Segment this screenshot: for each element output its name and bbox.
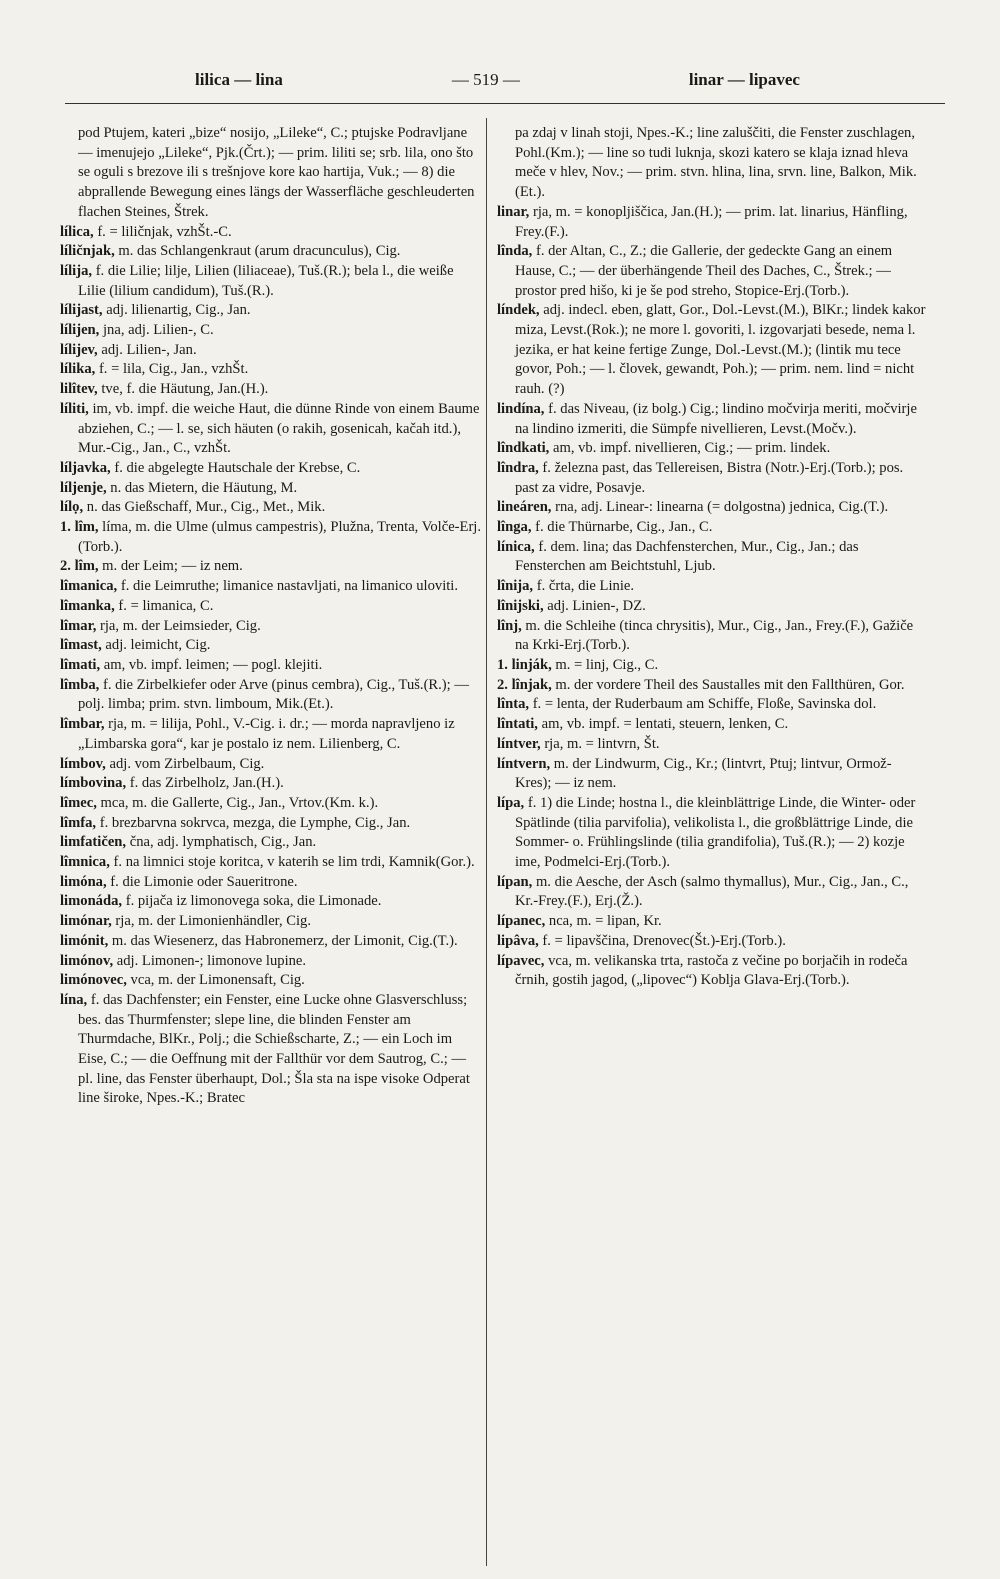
dictionary-entry xyxy=(497,676,927,696)
entry-text: adj. leimicht, Cig. xyxy=(105,637,211,654)
dictionary-entry xyxy=(60,557,484,577)
entry-headword: lípanec, xyxy=(497,913,546,930)
entry-text: f. železna past, das Tellereisen, Bistra (Notr.)-Erj.(Torb.); pos. past za vidre, Posavje. xyxy=(515,459,904,496)
entry-headword: lîmanka, xyxy=(60,597,115,614)
entry-text: f. pijača iz limonovega soka, die Limonade. xyxy=(125,893,382,910)
entry-text: rja, m. der Limonienhändler, Cig. xyxy=(115,913,311,930)
dictionary-entry xyxy=(497,203,927,242)
dictionary-entry xyxy=(60,676,484,715)
dictionary-entry xyxy=(60,360,484,380)
dictionary-entry xyxy=(60,774,484,794)
dictionary-entry xyxy=(497,577,927,597)
entry-headword: lílọ, xyxy=(60,499,84,516)
dictionary-entry xyxy=(497,755,927,794)
entry-headword: lílija, xyxy=(60,262,93,279)
entry-text: f. = lenta, der Ruderbaum am Schiffe, Floße, Savinska dol. xyxy=(532,696,877,713)
entry-headword: limonáda, xyxy=(60,893,123,910)
entry-text: f. die Limonie oder Saueritrone. xyxy=(110,873,298,890)
entry-headword: lindína, xyxy=(497,400,545,417)
entry-text: n. das Gießschaff, Mur., Cig., Met., Mik. xyxy=(86,499,326,516)
entry-headword: líličnjak, xyxy=(60,243,115,260)
entry-headword: lîmar, xyxy=(60,617,97,634)
dictionary-entry xyxy=(60,301,484,321)
dictionary-entry xyxy=(497,400,927,439)
dictionary-entry xyxy=(497,794,927,873)
entry-headword: lílica, xyxy=(60,223,94,240)
entry-text: rja, m. = lintvrn, Št. xyxy=(544,735,660,752)
entry-text: m. das Schlangenkraut (arum dracunculus), Cig. xyxy=(118,243,401,260)
entry-headword: lîmbar, xyxy=(60,716,105,733)
dictionary-entry xyxy=(60,518,484,557)
entry-headword: lîmanica, xyxy=(60,578,118,595)
dictionary-entry xyxy=(60,380,484,400)
entry-text: f. die Thürnarbe, Cig., Jan., C. xyxy=(535,519,713,536)
entry-headword: linar, xyxy=(497,203,530,220)
entry-text: f. die Zirbelkiefer oder Arve (pinus cembra), Cig., Tuš.(R.); — polj. limba; prim. stvn. limboum, Mik.(Et.). xyxy=(78,676,469,713)
entry-headword: límbov, xyxy=(60,755,106,772)
entry-text: f. das Niveau, (iz bolg.) Cig.; lindino močvirja meriti, močvirje na lindino izmeriti, die Sümpfe nivellieren, Levst.(Močv.). xyxy=(515,400,917,437)
entry-headword: lînj, xyxy=(497,617,522,634)
entry-headword: limfatičen, xyxy=(60,834,127,851)
entry-text: f. = lila, Cig., Jan., vzhŠt. xyxy=(98,361,249,378)
dictionary-entry xyxy=(497,538,927,577)
dictionary-entry xyxy=(60,991,484,1109)
dictionary-entry xyxy=(60,479,484,499)
dictionary-entry xyxy=(60,223,484,243)
dictionary-entry xyxy=(60,498,484,518)
entry-text: f. die abgelegte Hautschale der Krebse, C. xyxy=(114,459,361,476)
entry-text: f. dem. lina; das Dachfensterchen, Mur., Cig., Jan.; das Fensterchen am Beichtstuhl, Ljub. xyxy=(515,538,859,575)
dictionary-entry xyxy=(60,873,484,893)
dictionary-entry xyxy=(60,912,484,932)
entry-headword: lína, xyxy=(60,991,88,1008)
entry-text: vca, m. velikanska trta, rastoča z večine po borjačih in rodeča črnih, gostih jagod, („lipovec“) Koblja Glava-Erj.(Torb.). xyxy=(515,952,908,989)
entry-headword: líljenje, xyxy=(60,479,107,496)
entry-text: am, vb. impf. = lentati, steuern, lenken, C. xyxy=(541,716,789,733)
entry-headword: lílijast, xyxy=(60,302,103,319)
entry-headword: lînijski, xyxy=(497,597,544,614)
entry-text: f. die Leimruthe; limanice nastavljati, na limanico uloviti. xyxy=(120,578,459,595)
entry-text: f. der Altan, C., Z.; die Gallerie, der gedeckte Gang an einem Hause, C.; — der überhängende Theil des Daches, C., Štrek.; — prostor pred hišo, ki je še pod streho, Stopice-Erj.(Torb.). xyxy=(515,243,893,299)
dictionary-entry xyxy=(497,518,927,538)
entry-headword: lílika, xyxy=(60,361,96,378)
entry-headword: lílijev, xyxy=(60,341,98,358)
dictionary-entry xyxy=(60,242,484,262)
dictionary-entry xyxy=(497,873,927,912)
entry-text: mca, m. die Gallerte, Cig., Jan., Vrtov.(Km. k.). xyxy=(100,794,379,811)
entry-text: am, vb. impf. nivellieren, Cig.; — prim. lindek. xyxy=(552,440,831,457)
entry-headword: limónovec, xyxy=(60,972,127,989)
entry-text: rna, adj. Linear-: linearna (= dolgostna) jednica, Cig.(T.). xyxy=(555,499,889,516)
entry-text: m. = linj, Cig., C. xyxy=(555,656,659,673)
entry-headword: lîmati, xyxy=(60,656,101,673)
entry-text: tve, f. die Häutung, Jan.(H.). xyxy=(101,381,269,398)
column-divider xyxy=(486,118,487,1566)
entry-text: m. die Schleihe (tinca chrysitis), Mur., Cig., Jan., Frey.(F.), Gažiče na Krki-Erj.(Torb.). xyxy=(515,617,914,654)
entry-text: líma, m. die Ulme (ulmus campestris), Plužna, Trenta, Volče-Erj.(Torb.). xyxy=(78,519,482,555)
dictionary-entry xyxy=(60,636,484,656)
entry-headword: lineáren, xyxy=(497,499,552,516)
entry-headword: 2. lînjak, xyxy=(497,676,552,693)
right-column xyxy=(497,124,927,991)
entry-headword: límbovina, xyxy=(60,775,127,792)
dictionary-entry xyxy=(60,715,484,754)
entry-headword: lîndra, xyxy=(497,459,539,476)
entry-text: im, vb. impf. die weiche Haut, die dünne Rinde von einem Baume abziehen, C.; — l. se, sich häuten (o rakih, gosenicah, kačah itd.), Mur.-Cig., Jan., C., vzhŠt. xyxy=(78,400,480,457)
entry-text: f. = lipavščina, Drenovec(Št.)-Erj.(Torb.). xyxy=(542,932,786,949)
entry-headword: lîmfa, xyxy=(60,814,97,831)
dictionary-entry xyxy=(60,755,484,775)
entry-text: nca, m. = lipan, Kr. xyxy=(548,913,662,930)
entry-text: adj. indecl. eben, glatt, Gor., Dol.-Levst.(M.), BlKr.; lindek kakor miza, Levst.(Rok.); ne more l. govoriti, l. izgovarjati besede, nema l. jezika, er hat keine fertige Zunge, Dol.-Levst.(M.); (lintik mu tece govor, Poh.; — l. človek, gewandt, Poh.); — prim. nem. lind = nicht rauh. (?) xyxy=(515,302,926,398)
entry-headword: lípan, xyxy=(497,873,533,890)
entry-text: m. das Wiesenerz, das Habronemerz, der Limonit, Cig.(T.). xyxy=(111,932,458,949)
left-column xyxy=(60,124,484,1109)
entry-headword: líliti, xyxy=(60,400,89,417)
entry-text: m. der Leim; — iz nem. xyxy=(102,558,243,575)
entry-text: adj. lilienartig, Cig., Jan. xyxy=(106,302,251,319)
entry-headword: líntvern, xyxy=(497,755,551,772)
dictionary-entry xyxy=(497,124,927,203)
dictionary-entry xyxy=(60,952,484,972)
entry-headword: limónov, xyxy=(60,952,114,969)
dictionary-entry xyxy=(497,932,927,952)
entry-text: f. = liličnjak, vzhŠt.-C. xyxy=(97,223,232,240)
dictionary-entry xyxy=(497,459,927,498)
entry-headword: 1. linják, xyxy=(497,656,552,673)
entry-headword: lípavec, xyxy=(497,952,545,969)
dictionary-entry xyxy=(60,597,484,617)
entry-text: adj. vom Zirbelbaum, Cig. xyxy=(109,755,265,772)
entry-headword: lîmba, xyxy=(60,676,100,693)
entry-headword: limóna, xyxy=(60,873,107,890)
dictionary-entry xyxy=(60,124,484,223)
entry-headword: lilîtev, xyxy=(60,381,98,398)
entry-headword: lípa, xyxy=(497,794,525,811)
entry-text: rja, m. = konopljiščica, Jan.(H.); — prim. lat. linarius, Hänfling, Frey.(F.). xyxy=(515,203,908,240)
dictionary-entry xyxy=(60,971,484,991)
dictionary-entry xyxy=(60,892,484,912)
dictionary-entry xyxy=(60,617,484,637)
entry-text: f. na limnici stoje koritca, v katerih se lim trdi, Kamnik(Gor.). xyxy=(113,854,475,871)
entry-text: am, vb. impf. leimen; — pogl. klejiti. xyxy=(103,656,323,673)
entry-text: f. die Lilie; lilje, Lilien (liliaceae), Tuš.(R.); bela l., die weiße Lilie (lilium candidum), Tuš.(R.). xyxy=(78,262,454,299)
entry-text: rja, m. = lilija, Pohl., V.-Cig. i. dr.; — morda napravljeno iz „Limbarska gora“, kar je postalo iz nem. Lilienberg, C. xyxy=(78,716,455,752)
entry-headword: lîndkati, xyxy=(497,440,550,457)
page-number: — 519 — xyxy=(451,70,520,89)
dictionary-entry xyxy=(60,577,484,597)
entry-text: jna, adj. Lilien-, C. xyxy=(102,322,214,339)
entry-text: m. der Lindwurm, Cig., Kr.; (lintvrt, Ptuj; lintvur, Ormož-Kres); — iz nem. xyxy=(515,755,892,792)
entry-text: f. das Zirbelholz, Jan.(H.). xyxy=(129,775,284,792)
dictionary-entry xyxy=(60,814,484,834)
entry-headword: limónar, xyxy=(60,913,112,930)
dictionary-entry xyxy=(60,833,484,853)
entry-text: f. brezbarvna sokrvca, mezga, die Lymphe, Cig., Jan. xyxy=(99,814,411,831)
entry-text: adj. Limonen-; limonove lupine. xyxy=(116,952,307,969)
entry-text: pod Ptujem, kateri „bize“ nosijo, „Lileke“, C.; ptujske Podravljane — imenujejo „Lileke“, Pjk.(Črt.); — prim. liliti se; srb. lila, ono što se oguli s brezove ili s trešnjove kore kao hartija, Vuk.; — 8) die abprallende Bewegung eines längs der Wasserfläche geschleuderten flachen Steines, Štrek. xyxy=(78,125,475,220)
entry-text: rja, m. der Leimsieder, Cig. xyxy=(100,617,261,634)
dictionary-entry xyxy=(497,301,927,400)
entry-text: f. = limanica, C. xyxy=(118,597,214,614)
dictionary-entry xyxy=(60,400,484,459)
entry-text: f. 1) die Linde; hostna l., die kleinblättrige Linde, die Winter- oder Spätlinde (tilia parvifolia), velikolista l., die großblättrige Linde, die Sommer- o. Frühlingslinde (tilia grandifolia), Tuš.(R.); — 2) kozje ime, Podmelci-Erj.(Torb.). xyxy=(515,794,916,871)
dictionary-entry xyxy=(497,735,927,755)
dictionary-entry xyxy=(60,321,484,341)
entry-headword: líndek, xyxy=(497,302,540,319)
dictionary-entry xyxy=(60,262,484,301)
entry-text: pa zdaj v linah stoji, Npes.-K.; line zaluščiti, die Fenster zuschlagen, Pohl.(Km.); — line so tudi luknja, skozi katero se klaja iznad hleva meče v hlev, Nov.; — prim. stvn. hlina, lina, srvn. line, Balkon, Mik.(Et.). xyxy=(515,125,917,201)
entry-headword: lînda, xyxy=(497,243,533,260)
dictionary-entry xyxy=(497,695,927,715)
entry-headword: lîmnica, xyxy=(60,854,110,871)
header-rule xyxy=(65,103,945,104)
dictionary-entry xyxy=(497,715,927,735)
entry-headword: limónit, xyxy=(60,932,109,949)
header-left: lilica — lina xyxy=(195,70,283,89)
dictionary-entry xyxy=(60,932,484,952)
entry-text: čna, adj. lymphatisch, Cig., Jan. xyxy=(129,834,317,851)
entry-text: adj. Linien-, DZ. xyxy=(547,597,646,614)
entry-headword: lipâva, xyxy=(497,932,539,949)
entry-headword: lîmec, xyxy=(60,794,97,811)
entry-headword: línica, xyxy=(497,538,535,555)
dictionary-entry xyxy=(497,656,927,676)
dictionary-entry xyxy=(497,597,927,617)
entry-headword: lînija, xyxy=(497,578,534,595)
entry-headword: lílijen, xyxy=(60,322,100,339)
dictionary-entry xyxy=(497,952,927,991)
entry-text: m. die Aesche, der Asch (salmo thymallus), Mur., Cig., Jan., C., Kr.-Frey.(F.), Erj.(Ž.). xyxy=(515,873,909,910)
dictionary-entry xyxy=(60,656,484,676)
entry-text: m. der vordere Theil des Saustalles mit den Fallthüren, Gor. xyxy=(555,676,905,693)
entry-text: f. črta, die Linie. xyxy=(536,578,634,595)
dictionary-entry xyxy=(497,498,927,518)
entry-text: vca, m. der Limonensaft, Cig. xyxy=(130,972,305,989)
entry-headword: líljavka, xyxy=(60,459,111,476)
running-head xyxy=(195,70,800,90)
dictionary-entry xyxy=(497,242,927,301)
header-right: linar — lipavec xyxy=(688,70,800,89)
entry-text: adj. Lilien-, Jan. xyxy=(101,341,197,358)
entry-headword: lîmast, xyxy=(60,637,102,654)
entry-headword: 1. lîm, xyxy=(60,519,99,536)
entry-text: f. das Dachfenster; ein Fenster, eine Lucke ohne Glasverschluss; bes. das Thurmfenster; slepe line, die blinden Fenster am Thurmdache, BlKr., Polj.; die Schießscharte, Z.; — ein Loch im Eise, C.; — die Oeffnung mit der Fallthür vor dem Sautrog, C.; — pl. line, das Fenster überhaupt, Dol.; Šla sta na ispe visoke Odperat line široke, Npes.-K.; Bratec xyxy=(78,991,470,1107)
dictionary-entry xyxy=(60,459,484,479)
dictionary-entry xyxy=(497,912,927,932)
entry-text: n. das Mietern, die Häutung, M. xyxy=(110,479,298,496)
dictionary-entry xyxy=(497,617,927,656)
entry-headword: 2. lîm, xyxy=(60,558,99,575)
dictionary-entry xyxy=(60,341,484,361)
entry-headword: líntver, xyxy=(497,735,541,752)
dictionary-entry xyxy=(60,853,484,873)
entry-headword: lînta, xyxy=(497,696,530,713)
dictionary-entry xyxy=(60,794,484,814)
entry-headword: lîntati, xyxy=(497,716,538,733)
dictionary-entry xyxy=(497,439,927,459)
entry-headword: lînga, xyxy=(497,519,532,536)
